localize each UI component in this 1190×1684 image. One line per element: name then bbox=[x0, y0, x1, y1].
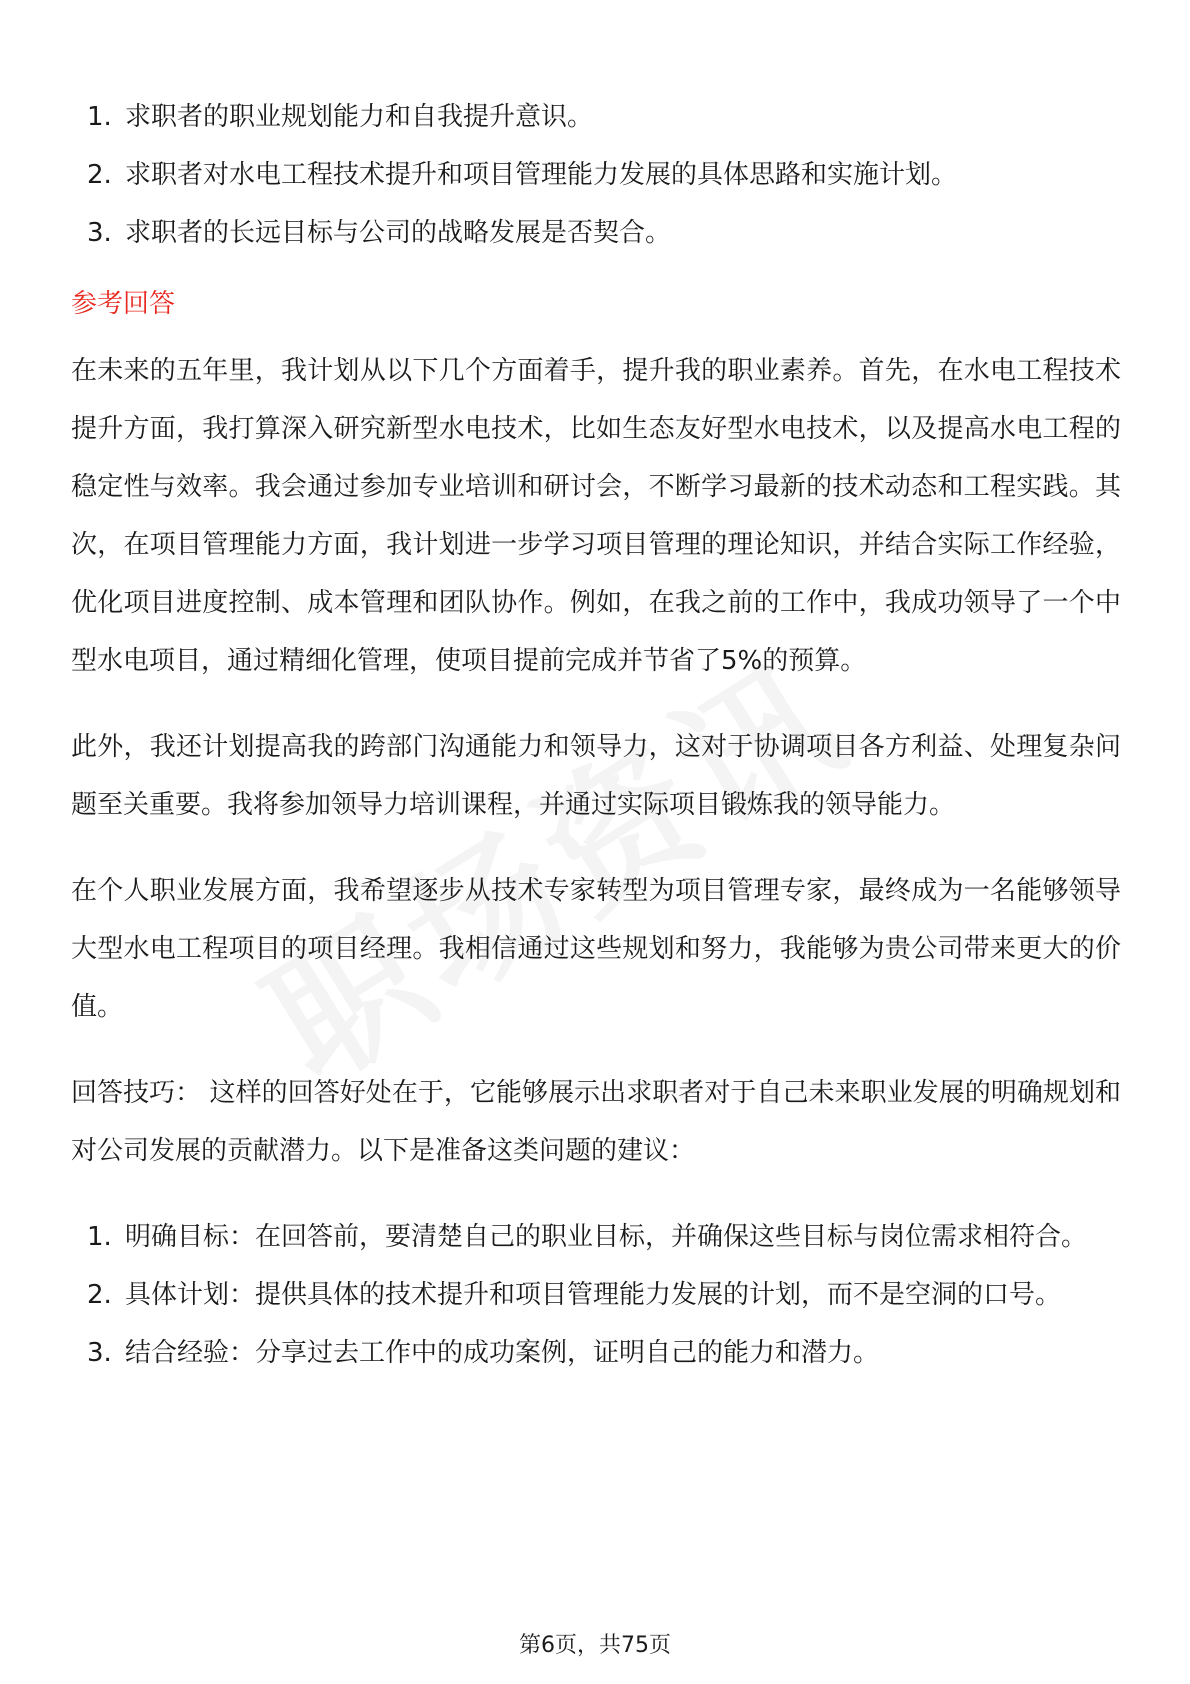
list-item bbox=[71, 1208, 1121, 1266]
list-number: 3. bbox=[87, 218, 112, 248]
answer-paragraph: 在未来的五年里，我计划从以下几个方面着手，提升我的职业素养。首先，在水电工程技术提升方面，我打算深入研究新型水电技术，比如生态友好型水电技术，以及提高水电工程的稳定性与效率。我会通过参加专业培训和研讨会，不断学习最新的技术动态和工程实践。其次，在项目管理能力方面，我计划进一步学习项目管理的理论知识，并结合实际工作经验，优化项目进度控制、成本管理和团队协作。例如，在我之前的工作中，我成功领导了一个中型水电项目，通过精细化管理，使项目提前完成并节省了5%的预算。 bbox=[71, 356, 1121, 676]
list-item bbox=[71, 88, 1121, 146]
page-content bbox=[71, 88, 1121, 1382]
answer-paragraph: 此外，我还计划提高我的跨部门沟通能力和领导力，这对于协调项目各方利益、处理复杂问题至关重要。我将参加领导力培训课程，并通过实际项目锻炼我的领导能力。 bbox=[71, 732, 1121, 820]
list-text: 求职者的职业规划能力和自我提升意识。 bbox=[125, 102, 594, 132]
list-number: 3. bbox=[87, 1338, 112, 1368]
list-item bbox=[71, 1266, 1121, 1324]
section-title: 参考回答 bbox=[71, 289, 176, 319]
tips-list bbox=[71, 1208, 1121, 1382]
answer-paragraph: 在个人职业发展方面，我希望逐步从技术专家转型为项目管理专家，最终成为一名能够领导大型水电工程项目的项目经理。我相信通过这些规划和努力，我能够为贵公司带来更大的价值。 bbox=[71, 876, 1121, 1022]
list-text: 结合经验：分享过去工作中的成功案例，证明自己的能力和潜力。 bbox=[125, 1338, 880, 1368]
tips-intro-paragraph: 回答技巧： 这样的回答好处在于，它能够展示出求职者对于自己未来职业发展的明确规划和对公司发展的贡献潜力。以下是准备这类问题的建议： bbox=[71, 1078, 1121, 1166]
list-text: 求职者的长远目标与公司的战略发展是否契合。 bbox=[125, 218, 672, 248]
list-item bbox=[71, 204, 1121, 262]
list-text: 求职者对水电工程技术提升和项目管理能力发展的具体思路和实施计划。 bbox=[125, 160, 958, 190]
list-number: 2. bbox=[87, 1280, 112, 1310]
list-number: 1. bbox=[87, 1222, 112, 1252]
list-item bbox=[71, 1324, 1121, 1382]
criteria-list bbox=[71, 88, 1121, 262]
list-number: 1. bbox=[87, 102, 112, 132]
list-text: 明确目标：在回答前，要清楚自己的职业目标，并确保这些目标与岗位需求相符合。 bbox=[125, 1222, 1088, 1252]
page-footer: 第6页，共75页 bbox=[519, 1633, 671, 1658]
list-item bbox=[71, 146, 1121, 204]
list-text: 具体计划：提供具体的技术提升和项目管理能力发展的计划，而不是空洞的口号。 bbox=[125, 1280, 1062, 1310]
list-number: 2. bbox=[87, 160, 112, 190]
